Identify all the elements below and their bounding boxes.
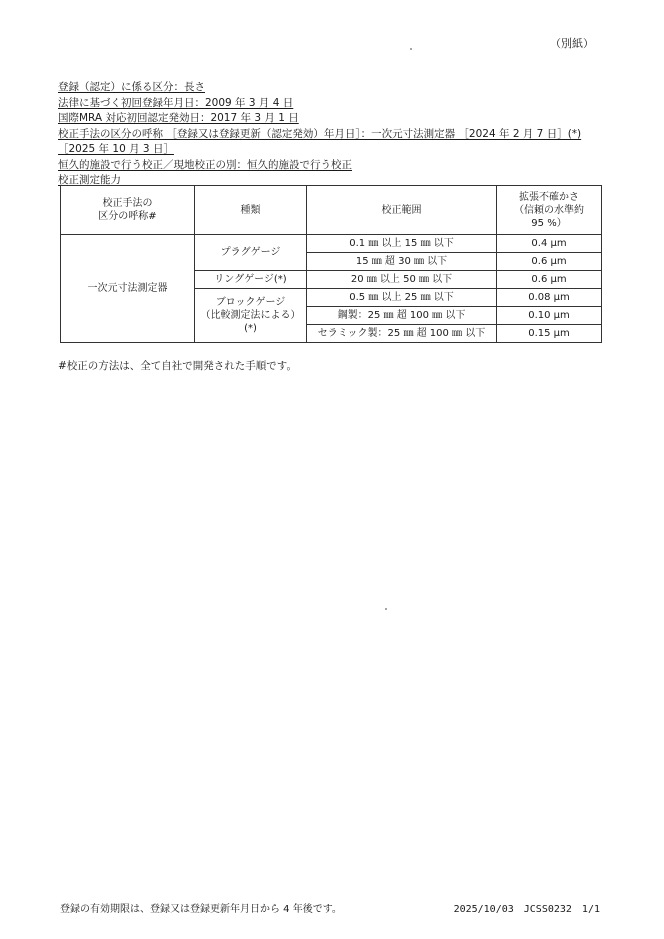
uncertainty-cell: 0.08 μm — [497, 289, 602, 307]
header-method: 校正手法の 区分の呼称# — [61, 186, 195, 235]
range-cell: 20 ㎜ 以上 50 ㎜ 以下 — [307, 271, 497, 289]
header-type: 種類 — [195, 186, 307, 235]
uncertainty-cell: 0.4 μm — [497, 235, 602, 253]
method-note: #校正の方法は、全て自社で開発された手順です。 — [58, 360, 297, 372]
header-uncertainty: 拡張不確かさ （信頼の水準約 95 %） — [497, 186, 602, 235]
header-range: 校正範囲 — [307, 186, 497, 235]
header-line-capability: 校正測定能力 — [58, 174, 121, 186]
uncertainty-cell: 0.6 μm — [497, 253, 602, 271]
range-cell: 15 ㎜ 超 30 ㎜ 以下 — [307, 253, 497, 271]
validity-footer: 登録の有効期限は、登録又は登録更新年月日から 4 年後です。 — [60, 904, 342, 915]
uncertainty-cell: 0.15 μm — [497, 325, 602, 343]
range-cell: 鋼製：25 ㎜ 超 100 ㎜ 以下 — [307, 307, 497, 325]
table-header-row — [61, 186, 602, 235]
header-line-initial-registration: 法律に基づく初回登録年月日：2009 年 3 月 4 日 — [58, 96, 294, 109]
range-cell: セラミック製：25 ㎜ 超 100 ㎜ 以下 — [307, 325, 497, 343]
ring-gauge-cell: リングゲージ(*) — [195, 271, 307, 289]
range-cell: 0.5 ㎜ 以上 25 ㎜ 以下 — [307, 289, 497, 307]
uncertainty-cell: 0.10 μm — [497, 307, 602, 325]
registration-header — [58, 80, 608, 189]
header-line-category: 登録（認定）に係る区分：長さ — [58, 81, 205, 93]
header-line-facility: 恒久的施設で行う校正／現地校正の別：恒久的施設で行う校正 — [58, 158, 352, 171]
scan-speck — [385, 608, 387, 610]
calibration-capability-table — [60, 185, 602, 343]
method-name-cell: 一次元寸法測定器 — [61, 235, 195, 343]
range-cell: 0.1 ㎜ 以上 15 ㎜ 以下 — [307, 235, 497, 253]
attachment-label: （別紙） — [550, 37, 594, 50]
plug-gauge-cell: プラグゲージ — [195, 235, 307, 271]
scan-speck — [410, 48, 412, 50]
uncertainty-cell: 0.6 μm — [497, 271, 602, 289]
block-gauge-cell: ブロックゲージ （比較測定法による） (*) — [195, 289, 307, 343]
header-line-mra-date: 国際MRA 対応初回認定発効日：2017 年 3 月 1 日 — [58, 112, 299, 124]
header-line-method-name: 校正手法の区分の呼称 ［登録又は登録更新（認定発効）年月日］：一次元寸法測定器 ［2024 年 2 月 7 日］(*)［2025 年 10 月 3 日］ — [58, 127, 582, 155]
table-row — [61, 235, 602, 253]
document-id-footer: 2025/10/03 JCSS0232 1/1 — [453, 904, 600, 915]
